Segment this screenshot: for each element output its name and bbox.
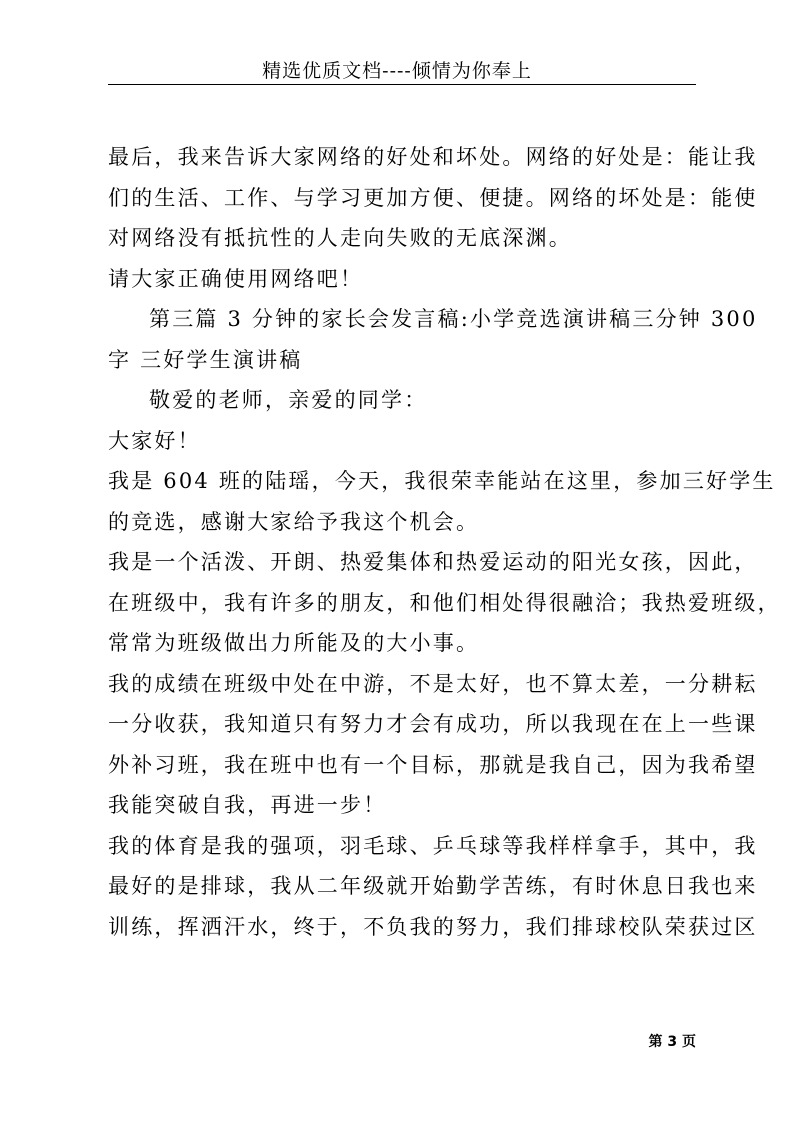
section-heading: [108, 299, 758, 340]
text-line: 请大家正确使用网络吧！: [108, 266, 364, 291]
paragraph-greeting: [108, 421, 708, 462]
text-line: 对网络没有抵抗性的人走向失败的无底深渊。: [108, 226, 572, 250]
paragraph-sports: [108, 826, 758, 948]
text-line: 大家好！: [108, 428, 201, 453]
text-line: 最后，我来告诉大家网络的好处和坏处。网络的好处是：能让我: [108, 145, 758, 169]
text-line: 字 三好学生演讲稿: [108, 347, 303, 372]
paragraph-salutation: [108, 380, 708, 421]
paragraph-personality: [108, 542, 781, 664]
text-line: 我的成绩在班级中处在中游，不是太好，也不算太差，一分耕耘: [108, 671, 758, 696]
section-heading-continued: [108, 340, 708, 381]
text-line: 敬爱的老师，亲爱的同学：: [149, 388, 428, 412]
text-line: 常常为班级做出力所能及的大小事。: [108, 631, 480, 655]
text-line: 外补习班，我在班中也有一个目标，那就是我自己，因为我希望: [108, 752, 758, 777]
text-line: 们的生活、工作、与学习更加方便、便捷。网络的坏处是：能使: [108, 185, 758, 210]
paragraph-network-pros-cons: [108, 137, 758, 259]
paragraph-closing-appeal: [108, 259, 708, 300]
header-divider: [108, 84, 696, 85]
text-line: 训练，挥洒汗水，终于，不负我的努力，我们排球校队荣获过区: [108, 914, 758, 939]
document-body: [108, 137, 781, 947]
text-line: 我是 604 班的陆瑶，今天，我很荣幸能站在这里，参加三好学生: [108, 469, 776, 493]
text-line: 在班级中，我有许多的朋友，和他们相处得很融洽；我热爱班级，: [108, 590, 781, 615]
text-line: 的竞选，感谢大家给予我这个机会。: [108, 509, 480, 534]
page-number: 第 3 页: [648, 1034, 696, 1050]
text-line: 一分收获，我知道只有努力才会有成功，所以我现在在上一些课: [108, 712, 758, 736]
paragraph-introduction: [108, 461, 776, 542]
text-line: 第三篇 3 分钟的家长会发言稿:小学竞选演讲稿三分钟 300: [149, 307, 758, 331]
text-line: 我能突破自我，再进一步！: [108, 793, 387, 817]
text-line: 我是一个活泼、开朗、热爱集体和热爱运动的阳光女孩，因此，: [108, 550, 758, 574]
text-line: 我的体育是我的强项，羽毛球、乒乓球等我样样拿手，其中，我: [108, 833, 758, 858]
paragraph-grades: [108, 664, 758, 826]
text-line: 最好的是排球，我从二年级就开始勤学苦练，有时休息日我也来: [108, 874, 758, 898]
page-header-title: 精选优质文档----倾情为你奉上: [262, 60, 532, 82]
